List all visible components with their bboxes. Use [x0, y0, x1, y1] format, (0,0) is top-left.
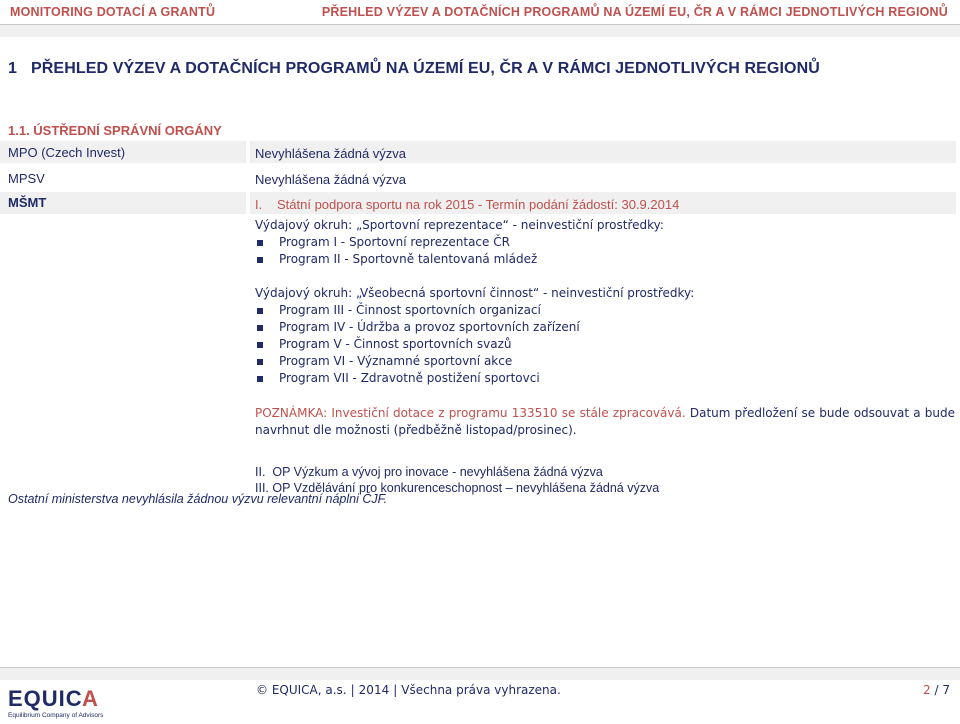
page-current: 2	[923, 683, 931, 697]
subsection-heading: 1.1. ÚSTŘEDNÍ SPRÁVNÍ ORGÁNY	[8, 123, 222, 138]
roman-numeral: I.	[255, 197, 263, 212]
expense-heading-1: Výdajový okruh: „Sportovní reprezentace“ - neinvestiční prostředky:	[255, 218, 664, 232]
footer-band	[0, 668, 960, 680]
note-red-text: POZNÁMKA: Investiční dotace z programu 133510 se stále zpracovává.	[255, 406, 686, 420]
svg-text:Equilibrium Company of Advisor: Equilibrium Company of Advisors	[8, 712, 104, 719]
note-rest-text: Datum předložení se bude odsouvat a bude navrhnut dle možnosti (předběžně listopad/prosinec).	[255, 406, 956, 437]
page-indicator	[923, 683, 950, 697]
call-title-text: Státní podpora sportu na rok 2015 - Termín podání žádostí: 30.9.2014	[277, 197, 680, 212]
program-item: Program I - Sportovní reprezentace ČR	[255, 234, 955, 251]
copyright-owner: © EQUICA, a.s.	[256, 683, 347, 697]
copyright-text: © EQUICA, a.s. | 2014 | Všechna práva vyhrazena.	[256, 683, 561, 697]
program-item: Program V - Činnost sportovních svazů	[255, 336, 955, 353]
other-program-item: III. OP Vzdělávání pro konkurenceschopnost – nevyhlášena žádná výzva	[255, 481, 660, 495]
copyright-year: 2014	[358, 683, 390, 697]
program-item: Program VII - Zdravotně postižení sportovci	[255, 370, 955, 387]
svg-text:A: A	[82, 686, 98, 711]
note-paragraph	[255, 405, 955, 439]
equica-logo	[6, 684, 136, 720]
program-item: Program VI - Významné sportovní akce	[255, 353, 955, 370]
program-item: Program III - Činnost sportovních organizací	[255, 302, 955, 319]
svg-text:EQUIC: EQUIC	[8, 686, 83, 711]
section-title: PŘEHLED VÝZEV A DOTAČNÍCH PROGRAMŮ NA ÚZEMÍ EU, ČR A V RÁMCI JEDNOTLIVÝCH REGIONŮ	[31, 60, 820, 77]
program-list-2	[255, 302, 955, 387]
expense-block-1	[255, 217, 955, 268]
program-item: Program IV - Údržba a provoz sportovních zařízení	[255, 319, 955, 336]
ministry-label-mpo: MPO (Czech Invest)	[8, 145, 126, 160]
header-band	[0, 25, 960, 37]
ministry-value-mpsv: Nevyhlášena žádná výzva	[255, 172, 407, 187]
expense-block-2	[255, 285, 955, 387]
msmt-call-title	[255, 196, 955, 213]
page-total: / 7	[934, 683, 950, 697]
ministry-label-msmt: MŠMT	[8, 195, 47, 210]
ministry-label-mpsv: MPSV	[8, 171, 45, 186]
program-list-1	[255, 234, 955, 268]
program-item: Program II - Sportovně talentovaná mládež	[255, 251, 955, 268]
other-program-item: II. OP Výzkum a vývoj pro inovace - nevyhlášena žádná výzva	[255, 465, 603, 479]
section-number: 1	[8, 60, 17, 77]
ministry-value-mpo: Nevyhlášena žádná výzva	[255, 146, 407, 161]
header-left-title: MONITORING DOTACÍ A GRANTŮ	[10, 5, 216, 19]
copyright-rights: Všechna práva vyhrazena.	[401, 683, 561, 697]
msmt-content	[255, 196, 955, 496]
equica-logo-icon	[6, 684, 136, 720]
expense-heading-2: Výdajový okruh: „Všeobecná sportovní činnost“ - neinvestiční prostředky:	[255, 286, 695, 300]
section-heading	[8, 60, 820, 78]
header-right-title: PŘEHLED VÝZEV A DOTAČNÍCH PROGRAMŮ NA ÚZEMÍ EU, ČR A V RÁMCI JEDNOTLIVÝCH REGIONŮ	[321, 5, 948, 19]
footer-note: Ostatní ministerstva nevyhlásila žádnou výzvu relevantní náplni ČJF.	[8, 492, 388, 506]
